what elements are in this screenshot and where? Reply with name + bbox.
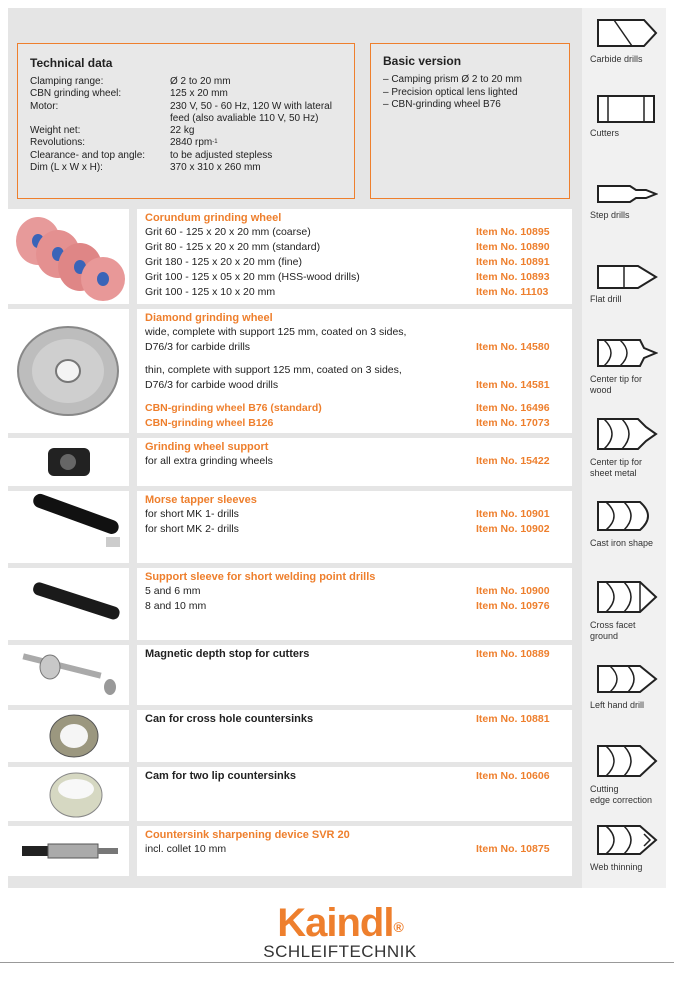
item-number: Item No. 15422: [476, 455, 550, 467]
product-two-lip-cam: [8, 767, 572, 821]
drill-label: Flat drill: [590, 294, 622, 304]
item-number: Item No. 10901: [476, 508, 550, 520]
brand-name: Kaindl: [277, 901, 394, 945]
drill-flat: [590, 262, 666, 305]
drill-cast-iron: [590, 496, 666, 549]
product-corundum-grinding-wheel: [8, 209, 572, 304]
product-title: Can for cross hole countersinks: [145, 713, 314, 725]
drill-label: Carbide drills: [590, 54, 643, 64]
drill-carbide: [590, 14, 666, 65]
product-line: [145, 255, 564, 270]
cross-hole-can-image: [8, 710, 129, 762]
drill-left-hand: [590, 660, 666, 711]
countersink-device-image: [8, 826, 129, 876]
product-title: Support sleeve for short welding point drills: [145, 571, 376, 583]
line-text: Grit 100 - 125 x 05 x 20 mm (HSS-wood drills): [145, 271, 360, 283]
tech-key: Dim (L x W x H):: [30, 162, 103, 174]
cutter-icon: [594, 92, 658, 126]
drill-label-line: edge correction: [590, 795, 653, 805]
tech-row: [30, 150, 342, 162]
product-line: [145, 240, 564, 255]
corundum-wheel-image: [8, 209, 129, 304]
drill-cutting-edge-correction: [590, 740, 666, 806]
drill-label-line: sheet metal: [590, 468, 637, 478]
drill-label-line: Cutting: [590, 784, 619, 794]
drill-label-line: ground: [590, 631, 619, 641]
cast-iron-drill-icon: [594, 496, 658, 536]
tech-value: [170, 137, 342, 149]
tech-row: [30, 125, 342, 137]
line-text: for short MK 2- drills: [145, 523, 239, 535]
drill-label: Cutters: [590, 128, 620, 138]
tech-key: CBN grinding wheel:: [30, 88, 122, 100]
item-number: Item No. 10976: [476, 600, 550, 612]
tech-value: 230 V, 50 - 60 Hz, 120 W with lateral: [170, 100, 332, 112]
product-line: [145, 647, 564, 662]
drill-label: Cast iron shape: [590, 538, 654, 548]
two-lip-cam-image: [8, 767, 129, 821]
support-sleeve-image: [8, 568, 129, 640]
product-body: [137, 309, 572, 433]
tech-row: [30, 113, 342, 125]
cross-facet-drill-icon: [594, 576, 658, 618]
product-body: [137, 710, 572, 762]
line-text: thin, complete with support 125 mm, coated on 3 sides,: [145, 364, 402, 376]
tech-key: Weight net:: [30, 125, 81, 137]
product-grinding-wheel-support: [8, 438, 572, 486]
product-line: [145, 401, 564, 416]
wheel-support-image: [8, 438, 129, 486]
product-title: Magnetic depth stop for cutters: [145, 648, 310, 660]
drill-web-thinning: [590, 820, 666, 873]
item-number: Item No. 10606: [476, 770, 550, 782]
line-text: Grit 60 - 125 x 20 x 20 mm (coarse): [145, 226, 311, 238]
basic-version-box: [370, 43, 570, 199]
item-number: Item No. 10890: [476, 241, 550, 253]
product-title: Diamond grinding wheel: [145, 312, 273, 324]
tech-row: [30, 137, 342, 149]
tech-key: Motor:: [30, 100, 59, 112]
tech-value: 22 kg: [170, 125, 195, 137]
product-line: [145, 340, 564, 355]
drill-label: [590, 457, 666, 479]
item-number: Item No. 10895: [476, 226, 550, 238]
depth-stop-image: [8, 645, 129, 705]
product-body: [137, 491, 572, 563]
diamond-wheel-image: [8, 309, 129, 433]
line-text: for short MK 1- drills: [145, 508, 239, 520]
technical-data-title: Technical data: [30, 56, 113, 70]
tech-key: [30, 113, 170, 125]
left-hand-drill-icon: [594, 660, 658, 698]
item-number: Item No. 10893: [476, 271, 550, 283]
tech-value: 370 x 310 x 260 mm: [170, 162, 261, 174]
line-text: D76/3 for carbide wood drills: [145, 379, 279, 391]
item-number: Item No. 10902: [476, 523, 550, 535]
item-number: Item No. 14580: [476, 341, 550, 353]
basic-item: – CBN-grinding wheel B76: [383, 99, 501, 110]
item-number: Item No. 14581: [476, 379, 550, 391]
item-number: Item No. 10891: [476, 256, 550, 268]
line-text: Grit 80 - 125 x 20 x 20 mm (standard): [145, 241, 321, 253]
product-cross-hole-can: [8, 710, 572, 762]
tech-key: Clamping range:: [30, 76, 104, 87]
tech-value: feed (also avaliable 110 V, 50 Hz): [170, 112, 319, 124]
drill-label: Step drills: [590, 210, 630, 220]
product-countersink-device: [8, 826, 572, 876]
basic-version-title: Basic version: [383, 54, 462, 68]
flat-drill-icon: [594, 262, 658, 292]
drill-label: Left hand drill: [590, 700, 645, 710]
line-text: 8 and 10 mm: [145, 600, 207, 612]
product-line: [145, 416, 564, 431]
product-title: Countersink sharpening device SVR 20: [145, 829, 350, 841]
drill-step: [590, 180, 666, 221]
product-line: [145, 769, 564, 784]
line-text: D76/3 for carbide drills: [145, 341, 251, 353]
product-title: Cam for two lip countersinks: [145, 770, 296, 782]
product-morse-tapper-sleeves: [8, 491, 572, 563]
drill-cross-facet: [590, 576, 666, 642]
product-line: [145, 270, 564, 285]
logo-subtitle: SCHLEIFTECHNIK: [263, 942, 417, 961]
product-body: [137, 438, 572, 486]
product-line: [145, 363, 564, 378]
center-tip-wood-icon: [594, 334, 658, 372]
product-title: Grinding wheel support: [145, 441, 269, 453]
product-body: [137, 209, 572, 304]
technical-data-box: [17, 43, 355, 199]
basic-item: – Camping prism Ø 2 to 20 mm: [383, 74, 522, 85]
line-text: CBN-grinding wheel B126: [145, 417, 274, 429]
product-body: [137, 645, 572, 705]
line-text: CBN-grinding wheel B76 (standard): [145, 402, 322, 414]
rpm-value: 2840 rpm: [170, 137, 213, 149]
item-number: Item No. 17073: [476, 417, 550, 429]
registered-mark: ®: [393, 919, 403, 935]
drill-label-line: Center tip for: [590, 374, 643, 384]
item-number: Item No. 10881: [476, 713, 550, 725]
item-number: [476, 363, 564, 378]
product-magnetic-depth-stop: [8, 645, 572, 705]
basic-item: – Precision optical lens lighted: [383, 86, 518, 98]
line-text: 5 and 6 mm: [145, 585, 201, 597]
product-line: [145, 712, 564, 727]
carbide-drill-icon: [594, 14, 658, 52]
product-line: [145, 325, 564, 340]
product-body: [137, 568, 572, 640]
item-number: Item No. 10875: [476, 843, 550, 855]
line-text: for all extra grinding wheels: [145, 455, 273, 467]
drill-label: Web thinning: [590, 862, 643, 872]
cutting-edge-correction-icon: [594, 740, 658, 782]
drill-label-line: Cross facet: [590, 620, 636, 630]
product-support-sleeve: [8, 568, 572, 640]
center-tip-sheet-icon: [594, 413, 658, 455]
product-title: Corundum grinding wheel: [145, 212, 282, 224]
product-line: [145, 454, 564, 469]
drill-label: [590, 374, 666, 396]
tech-value: 125 x 20 mm: [170, 88, 228, 100]
item-number: Item No. 10900: [476, 585, 550, 597]
item-number: Item No. 10889: [476, 648, 550, 660]
product-diamond-grinding-wheel: [8, 309, 572, 433]
drill-center-tip-wood: [590, 334, 666, 396]
item-number: Item No. 11103: [476, 286, 549, 298]
tech-row: [30, 162, 342, 174]
item-number: [476, 325, 564, 340]
product-line: [145, 378, 564, 393]
drill-label: [590, 784, 666, 806]
product-body: [137, 826, 572, 876]
product-line: [145, 225, 564, 240]
item-number: Item No. 16496: [476, 402, 550, 414]
web-thinning-drill-icon: [594, 820, 658, 860]
drill-label-line: Center tip for: [590, 457, 643, 467]
tech-value: to be adjusted stepless: [170, 149, 273, 161]
product-line: [145, 599, 564, 614]
line-text: incl. collet 10 mm: [145, 843, 227, 855]
step-drill-icon: [594, 180, 658, 208]
tech-row: [30, 101, 342, 113]
line-text: Grit 100 - 125 x 10 x 20 mm: [145, 286, 276, 298]
product-line: [145, 507, 564, 522]
line-text: wide, complete with support 125 mm, coated on 3 sides,: [145, 326, 407, 338]
product-line: [145, 522, 564, 537]
logo-brand: [240, 902, 440, 944]
tech-value: Ø 2 to 20 mm: [170, 76, 231, 87]
footer-rule: [0, 962, 674, 963]
tech-key: Clearance- and top angle:: [30, 149, 146, 161]
product-line: [145, 584, 564, 599]
product-body: [137, 767, 572, 821]
tech-row: [30, 88, 342, 100]
drill-label: [590, 620, 666, 642]
product-title: Morse tapper sleeves: [145, 494, 257, 506]
tech-key: Revolutions:: [30, 137, 86, 149]
product-line: [145, 285, 564, 300]
morse-sleeve-image: [8, 491, 129, 563]
kaindl-logo[interactable]: [240, 902, 440, 962]
drill-cutters: [590, 92, 666, 139]
tech-row: [30, 76, 342, 88]
technical-rows: [30, 76, 342, 174]
rpm-exponent: -1: [212, 139, 218, 146]
drill-label-line: wood: [590, 385, 612, 395]
line-text: Grit 180 - 125 x 20 x 20 mm (fine): [145, 256, 302, 268]
product-line: [145, 842, 564, 857]
drill-center-tip-sheet: [590, 413, 666, 479]
